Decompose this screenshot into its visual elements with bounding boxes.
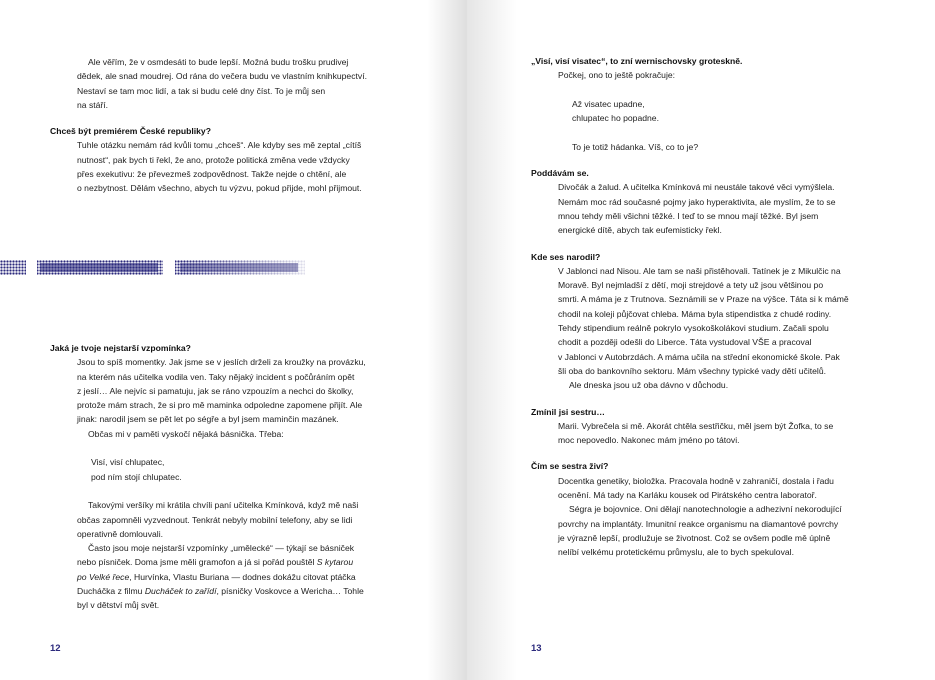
text-line: To je totiž hádanka. Víš, co to je? [572, 141, 699, 152]
question-heading: „Visí, visí visatec“, to zní wernischovsky groteskně. [531, 56, 743, 66]
text-line [50, 555, 412, 569]
text-line: je výrazně lepší, prodlužuje se životnost. Což se ovšem podle mě úplně [558, 532, 831, 543]
text-span: nebo písniček. Doma jsme měli gramofon a já si pořád pouštěl [77, 557, 317, 568]
question-heading: Jaká je tvoje nejstarší vzpomínka? [50, 343, 191, 353]
text-line: Často jsou moje nejstarší vzpomínky „umělecké“ — týkají se básniček [88, 543, 355, 554]
text-line: na stáří. [77, 99, 109, 110]
text-line: Tehdy stipendium reálně pokrylo vysokoškolákovi studium. Začali spolu [558, 323, 829, 334]
verse-line: Až visatec upadne, [572, 98, 645, 109]
text-line: operativně domlouvali. [77, 528, 163, 539]
text-line: na kterém nás učitelka vodila ven. Taky nějaký incident s počůráním opět [77, 371, 355, 382]
text-line: přes exekutivu: že převezmeš zodpovědnost. Takže nejde o chtění, ale [77, 169, 347, 180]
question-heading: Kde ses narodil? [531, 251, 601, 262]
text-line: Marii. Vybrečela si mě. Akorát chtěla sestřičku, měl jsem být Žofka, to se [558, 420, 834, 431]
question-heading: Zmínil jsi sestru… [531, 406, 606, 417]
italic-title: S kytarou [316, 557, 354, 568]
text-line: Nestaví se tam moc lidí, a tak si budu celé dny číst. To je můj sen [77, 85, 326, 96]
text-line: ocenění. Má tady na Karláku kousek od Pirátského centra laboratoř. [558, 490, 817, 501]
text-line: nelíbí velkému protetickému průmyslu, ale to bych spekuloval. [558, 547, 794, 558]
text-line: Jsou to spíš momentky. Jak jsme se v jeslích drželi za kroužky na provázku, [77, 357, 366, 368]
text-line: Docentka genetiky, bioložka. Pracovala hodně v zahraničí, dostala i řadu [558, 475, 834, 486]
text-line: byl v dětství můj svět. [77, 600, 160, 611]
page-number: 12 [50, 643, 61, 654]
text-line: Divočák a žalud. A učitelka Kmínková mi neustále takové věci vymýšlela. [558, 182, 835, 193]
text-line: o nezbytnost. Dělám všechno, abych tu výzvu, pokud přijde, mohl přijmout. [77, 183, 362, 194]
text-span: Ducháčka z filmu [77, 586, 145, 597]
text-line [50, 584, 412, 598]
text-line: chodil na koleji půjčovat chleba. Máma byla stipendistka z chudé rodiny. [558, 308, 832, 319]
text-line: z jeslí… Ale nejvíc si pamatuju, jak se ráno vzpouzím a nechci do školky, [77, 385, 354, 396]
text-line: energické dítě, abych tak eufemisticky řekl. [558, 225, 722, 236]
text-line: Tuhle otázku nemám rád kvůli tomu „chceš“. Ale kdyby ses mě zeptal „cítíš [77, 140, 362, 151]
text-line: Ale věřím, že v osmdesáti to bude lepší. Možná budu trošku prudivej [88, 57, 349, 67]
text-line: povrchy na implantáty. Imunitní reakce organismu na diamantové povrchy [558, 518, 839, 529]
page-gutter-shadow [427, 0, 467, 680]
question-heading: Čím se sestra živí? [531, 461, 609, 472]
text-line: Počkej, ono to ještě pokračuje: [558, 70, 676, 81]
right-page [467, 0, 935, 680]
text-line: šli oba do bankovního sektoru. Mám všechny typické vady dětí učitelů. [558, 365, 826, 376]
italic-title: po Velké řece [77, 571, 130, 582]
question-heading: Chceš být premiérem České republiky? [50, 126, 211, 137]
text-line: Takovými veršíky mi krátila chvíli paní učitelka Kmínková, když mě naši [88, 500, 359, 511]
right-top-section [531, 54, 881, 560]
verse-line: pod ním stojí chlupatec. [91, 471, 182, 482]
text-span: , písničky Voskovce a Wericha… Tohle [216, 586, 364, 597]
text-line: mnou tehdy měli všichni těžké. I teď to se mnou mají těžké. Byl jsem [558, 210, 819, 221]
left-bottom-section [50, 341, 412, 613]
text-line: nutnost“, pak bych ti řekl, že ano, protože politická změna vede vždycky [77, 154, 350, 165]
text-line: Nemám moc rád současné pojmy jako hyperaktivita, ale myslím, že to se [558, 196, 836, 207]
halftone-band-graphic [0, 260, 305, 275]
text-line [50, 570, 412, 584]
text-line: Ale dneska jsou už oba dávno v důchodu. [569, 380, 729, 391]
verse-line: chlupatec ho popadne. [572, 113, 659, 124]
italic-title: Ducháček to zařídí [144, 586, 217, 597]
page-number: 13 [531, 643, 542, 654]
text-line: moc nepovedlo. Nakonec mám jméno po tátovi. [558, 435, 740, 446]
text-line: V Jablonci nad Nisou. Ale tam se naši přistěhovali. Tatínek je z Mikulčic na [558, 265, 841, 276]
question-heading: Poddávám se. [531, 168, 589, 179]
text-line: Ségra je bojovnice. Oni dělají nanotechnologie a adhezivní nekorodující [569, 504, 842, 515]
text-line: Občas mi v paměti vyskočí nějaká básnička. Třeba: [88, 428, 284, 439]
text-line: protože mám strach, že si pro mě maminka odpoledne zapomene přijít. Ale [77, 400, 363, 411]
text-line: v Jablonci v Autobrzdách. A máma učila na střední ekonomické škole. Pak [558, 351, 840, 362]
text-line: dědek, ale snad moudrej. Od rána do večera budu ve vlastním knihkupectví. [77, 71, 367, 82]
text-line: občas zapomněli vyzvednout. Tenkrát nebyly mobilní telefony, aby se lidi [77, 514, 353, 525]
text-line: smrti. A máma je z Trutnova. Seznámili se v Praze na výšce. Táta si k mámě [558, 294, 849, 305]
text-line: jinak: narodil jsem se pět let po ségře a byl jsem maminčin mazánek. [77, 414, 339, 425]
page-gutter-shadow [467, 0, 517, 680]
verse-line: Visí, visí chlupatec, [91, 457, 165, 468]
left-top-paragraph [50, 55, 412, 196]
text-span: , Hurvínka, Vlastu Buriana — dodnes dokážu citovat ptáčka [129, 571, 356, 582]
text-line: Moravě. Byl nejmladší z dětí, moji strejdové a tety už jsou většinou po [558, 280, 824, 291]
left-page [0, 0, 467, 680]
text-line: chodit a později odešli do Liberce. Táta vystudoval VŠE a pracoval [558, 337, 812, 348]
